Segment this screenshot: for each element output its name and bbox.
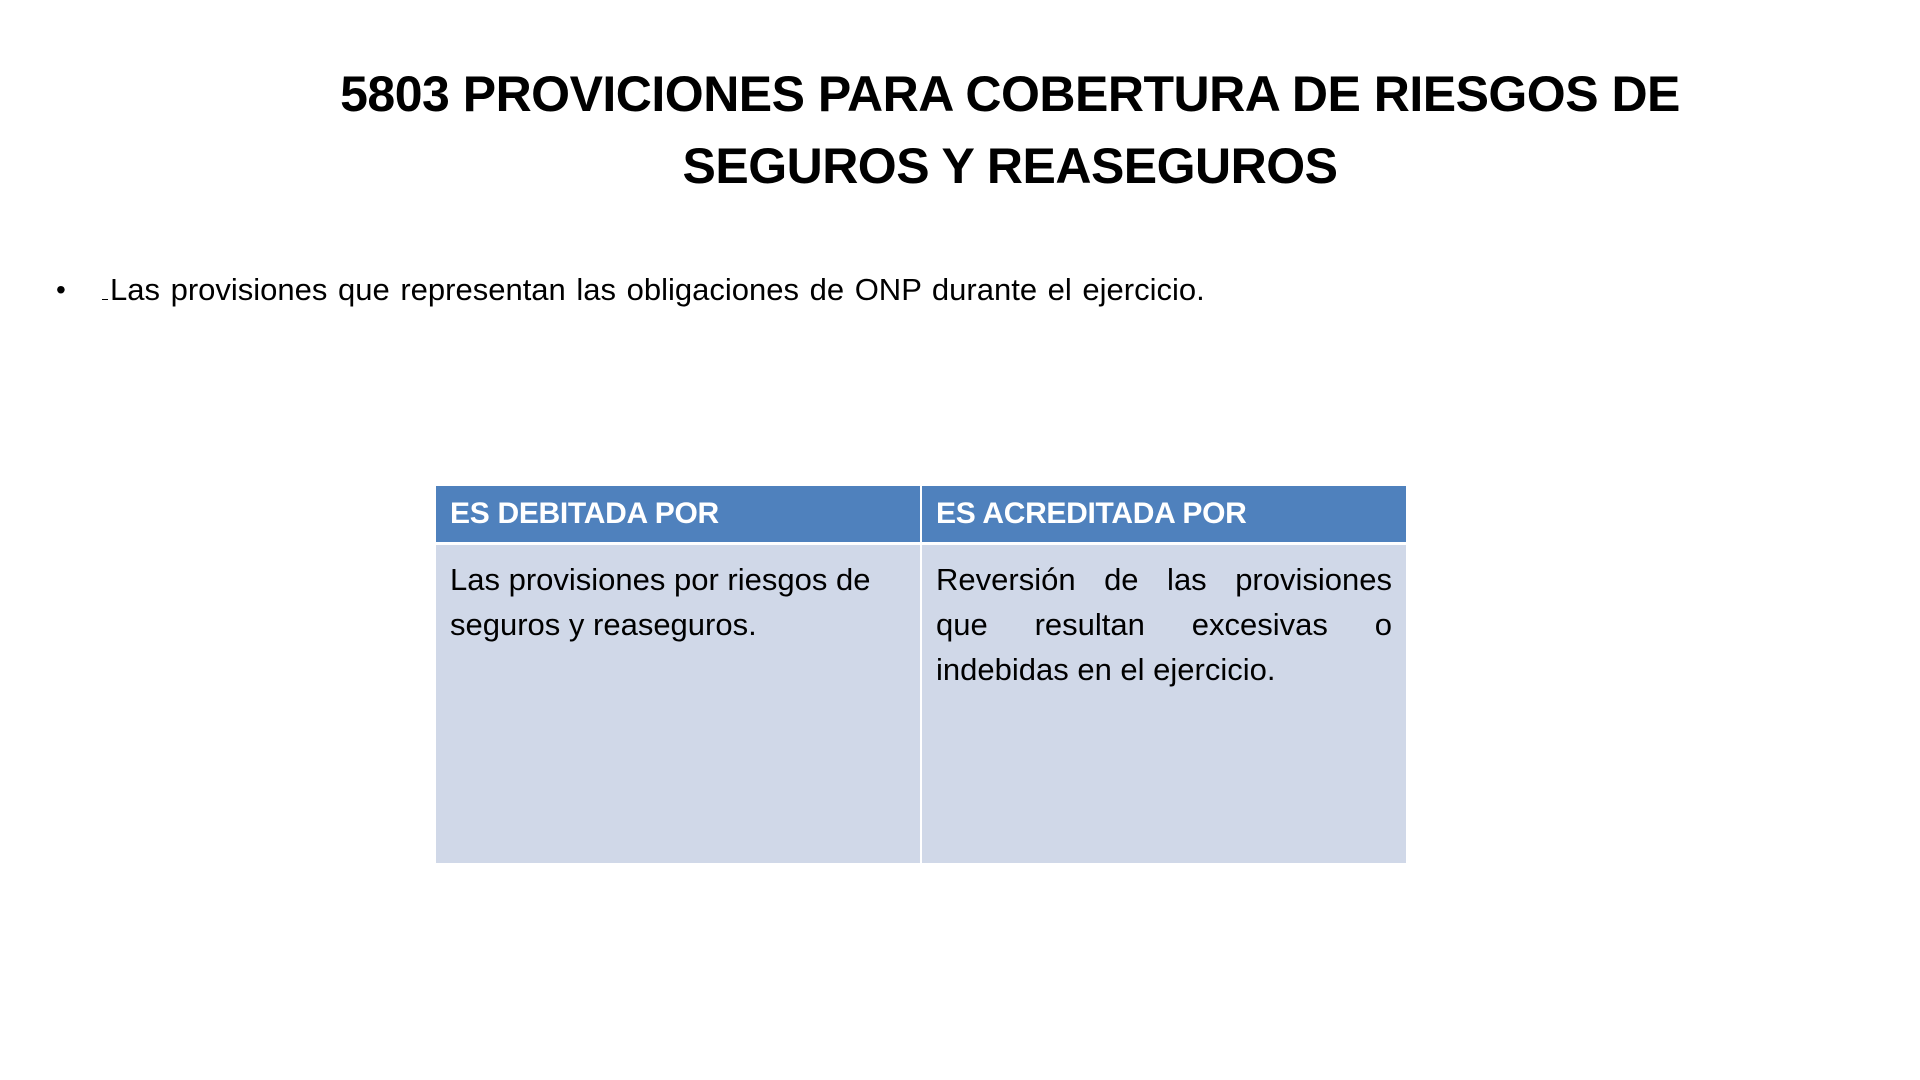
table-row — [436, 544, 1406, 864]
slide-title — [340, 58, 1680, 202]
bullet-icon: • — [56, 274, 66, 305]
title-line-1: 5803 PROVICIONES PARA COBERTURA DE RIESGOS DE — [340, 66, 1680, 122]
list-item — [56, 268, 1856, 312]
bullet-list — [56, 268, 1856, 312]
header-credit: ES ACREDITADA POR — [921, 486, 1406, 544]
title-line-2: SEGUROS Y REASEGUROS — [682, 138, 1338, 194]
bullet-text: Las provisiones que representan las obligaciones de ONP durante el ejercicio. — [110, 272, 1205, 307]
cell-credit: Reversión de las provisiones que resultan excesivas o indebidas en el ejercicio. — [921, 544, 1406, 864]
table-header-row — [436, 486, 1406, 544]
cell-debit: Las provisiones por riesgos de seguros y reaseguros. — [436, 544, 921, 864]
accounting-table — [436, 486, 1406, 863]
underscore-mark — [102, 269, 108, 300]
header-debit: ES DEBITADA POR — [436, 486, 921, 544]
